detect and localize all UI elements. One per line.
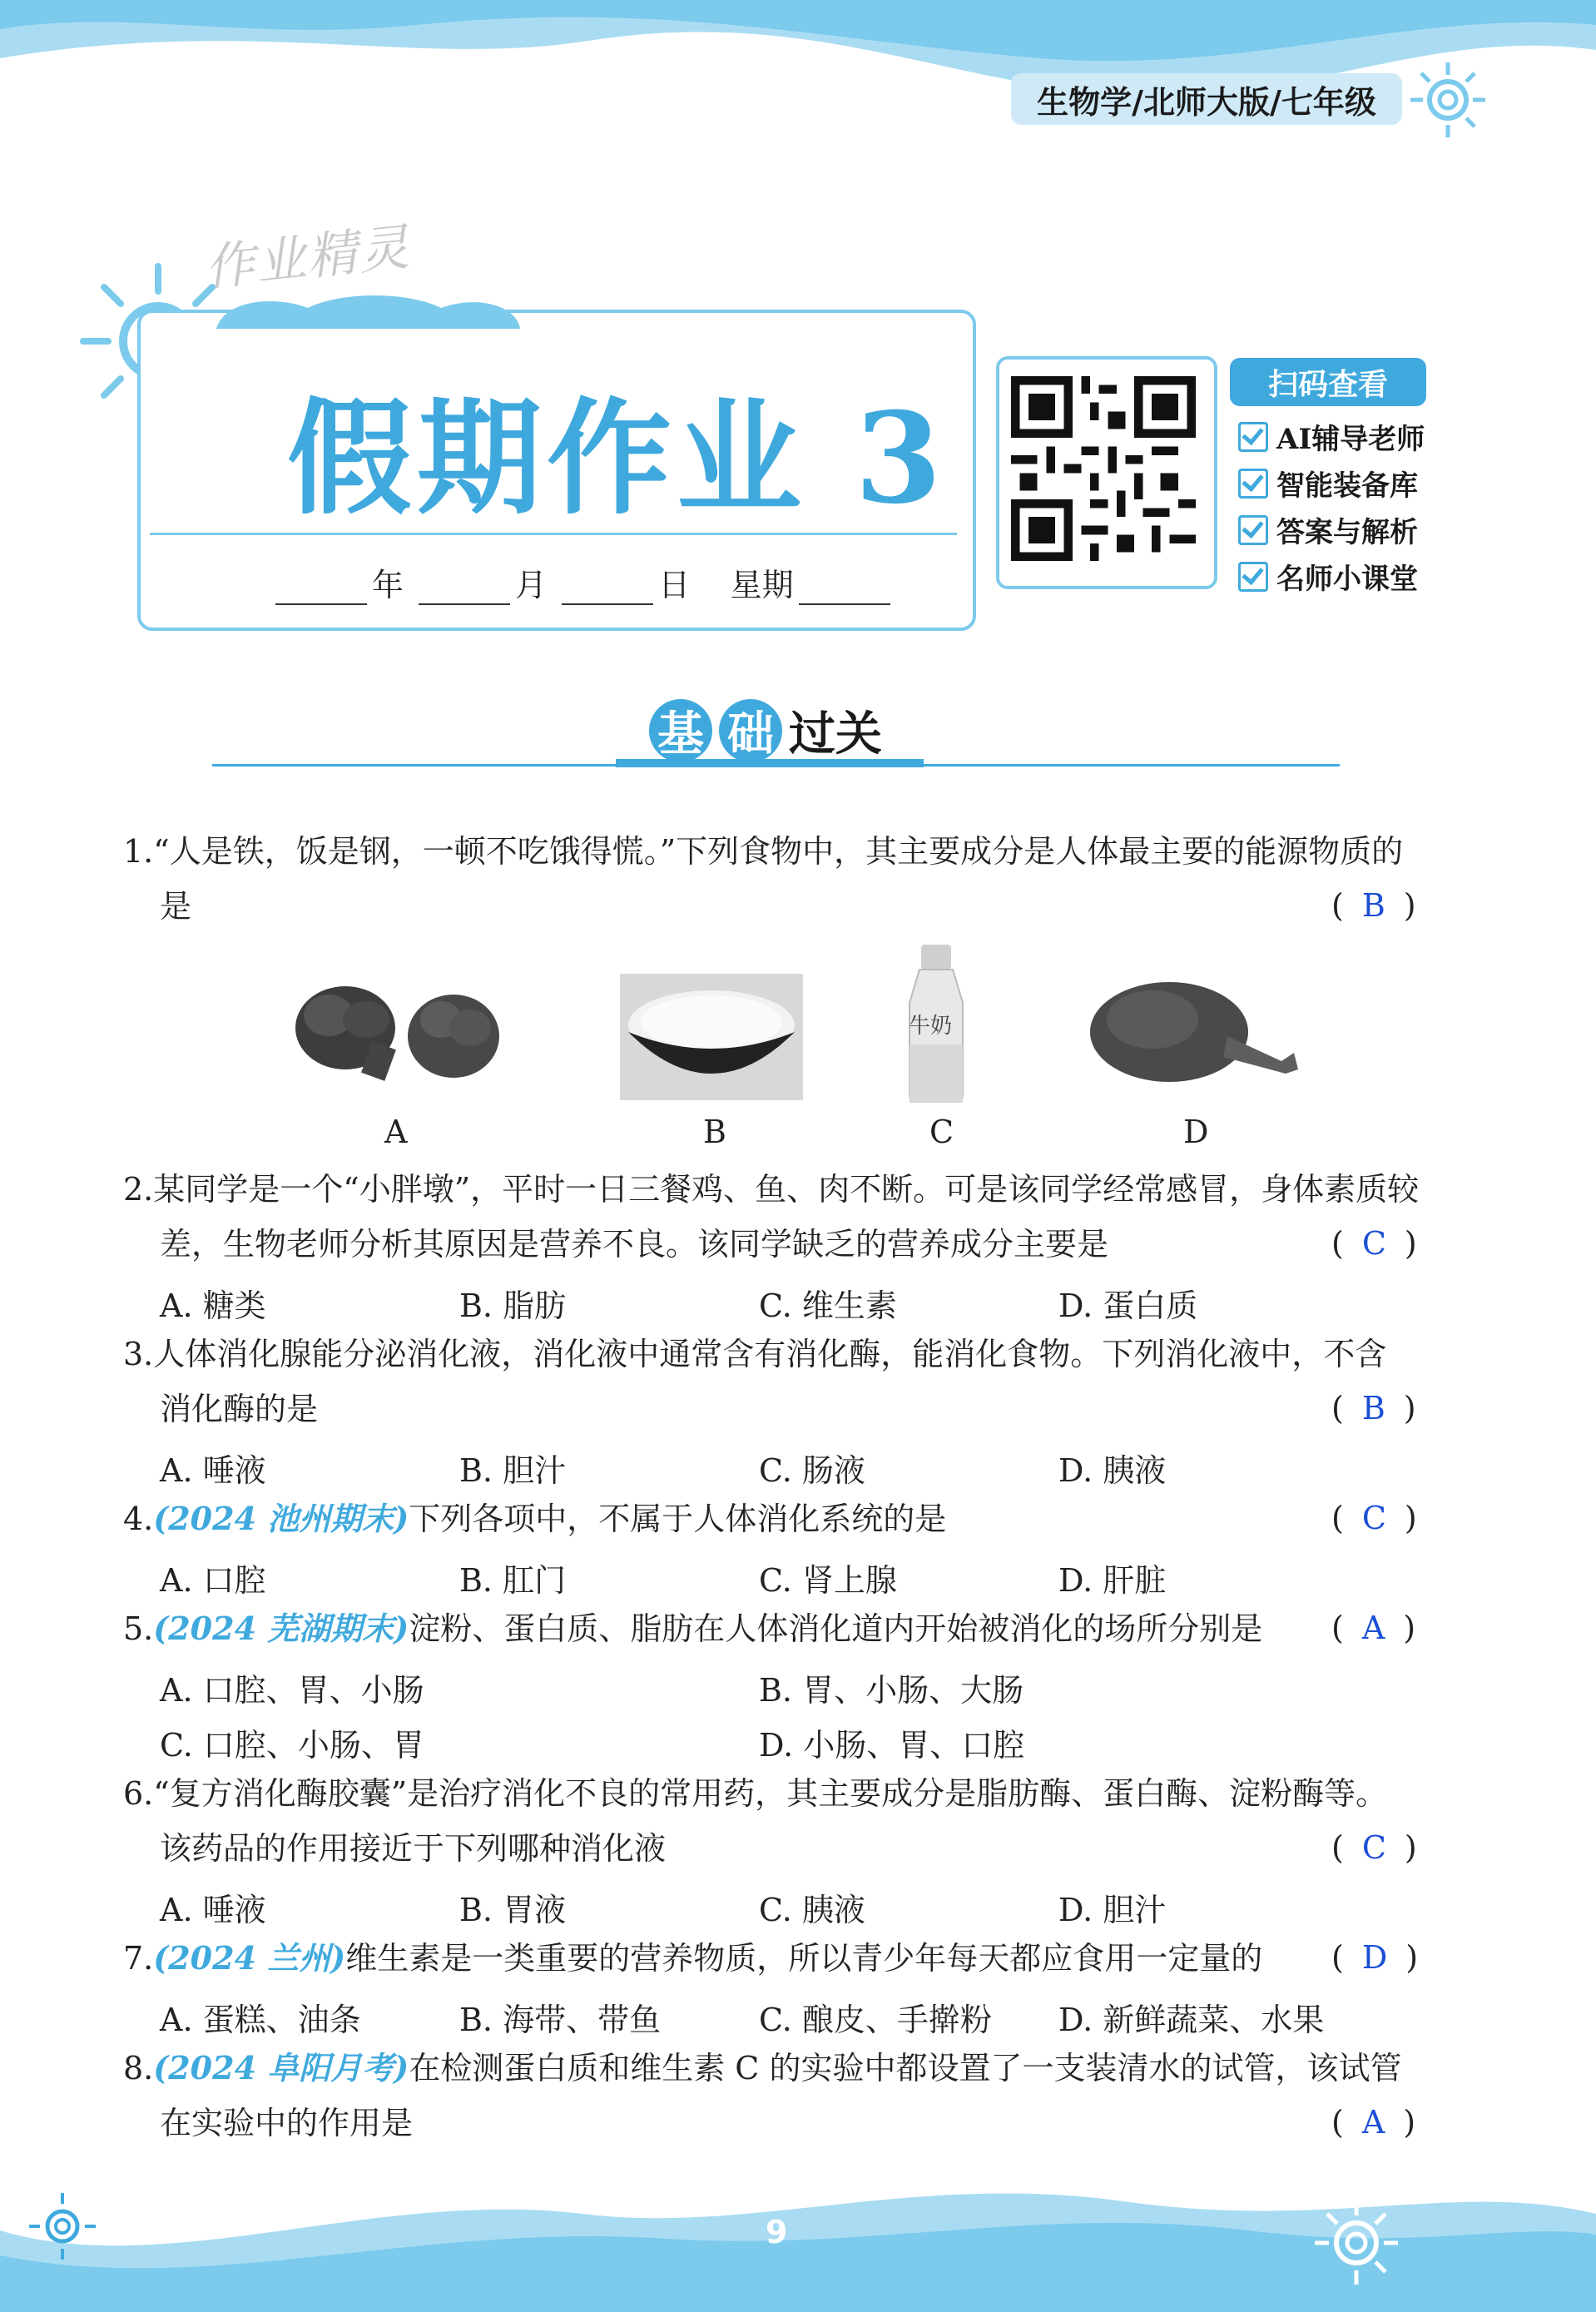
day-blank[interactable] [562, 573, 653, 605]
question-source: (2024 池州期末) [153, 1500, 409, 1537]
question-text: “复方消化酶胶囊”是治疗消化不良的常用药，其主要成分是脂肪酶、蛋白酶、淀粉酶等。 [153, 1775, 1388, 1812]
question-text: 维生素是一类重要的营养物质，所以青少年每天都应食用一定量的 [345, 1940, 1263, 1977]
question-source: (2024 阜阳月考) [153, 2049, 409, 2086]
option-b[interactable]: B. 肛门 [459, 1562, 567, 1599]
answer-bracket: ( B ) [1331, 887, 1416, 924]
feature-ai-tutor[interactable] [1238, 416, 1425, 457]
bottle-label: 牛奶 [909, 1014, 953, 1039]
answer-bracket: ( A ) [1331, 1610, 1416, 1646]
feature-answers[interactable] [1238, 509, 1418, 550]
section-heading [649, 697, 882, 764]
question-text: 该药品的作用接近于下列哪种消化液 [160, 1830, 667, 1867]
option-c[interactable]: C. 胰液 [759, 1892, 865, 1928]
year-blank[interactable] [275, 573, 367, 605]
answer-value: A [1361, 2104, 1385, 2141]
answer-value: C [1361, 1225, 1386, 1262]
option-a[interactable]: A. 唾液 [160, 1452, 266, 1489]
question-text: “人是铁，饭是钢，一顿不吃饿得慌。”下列食物中，其主要成分是人体最主要的能源物质的 [153, 833, 1404, 870]
option-d[interactable]: D. 新鲜蔬菜、水果 [1058, 2002, 1325, 2038]
answer-value: B [1361, 887, 1385, 924]
page-number: 9 [766, 2214, 788, 2250]
question-number: 2. [123, 1171, 154, 1208]
scan-panel-title[interactable] [1230, 358, 1426, 406]
question-number: 6. [123, 1775, 154, 1812]
month-label: 月 [515, 567, 548, 603]
image-label: C [929, 1114, 954, 1150]
year-label: 年 [372, 567, 404, 603]
question-source: (2024 芜湖期末) [153, 1610, 409, 1647]
question-text: 消化酶的是 [160, 1391, 319, 1427]
question-number: 7. [123, 1940, 154, 1977]
option-b[interactable]: B. 胃液 [459, 1892, 567, 1928]
feature-mini-class[interactable] [1238, 556, 1418, 597]
answer-bracket: ( C ) [1331, 1225, 1417, 1262]
option-a[interactable]: A. 口腔、胃、小肠 [160, 1672, 424, 1709]
answer-value: C [1361, 1829, 1386, 1866]
option-c[interactable]: C. 酿皮、手擀粉 [759, 2002, 992, 2038]
question-number: 1. [123, 833, 154, 870]
section-circle-char: 础 [719, 699, 782, 762]
checkbox-icon [1238, 469, 1268, 499]
answer-bracket: ( A ) [1331, 2104, 1416, 2141]
feature-label: 名师小课堂 [1276, 563, 1418, 596]
answer-bracket: ( C ) [1331, 1829, 1417, 1866]
subject-tag: 生物学/北师大版/七年级 [1011, 73, 1402, 125]
week-label: 星期 [730, 567, 794, 603]
scan-panel-title-text: 扫码查看 [1267, 366, 1388, 402]
answer-bracket: ( C ) [1331, 1500, 1417, 1536]
checkbox-icon [1238, 422, 1268, 452]
question-text: 是 [160, 888, 192, 925]
divider [150, 533, 957, 535]
image-label: B [703, 1114, 726, 1150]
checkbox-icon [1238, 562, 1268, 592]
question-8 [123, 2041, 1455, 2151]
option-d[interactable]: D. 小肠、胃、口腔 [759, 1727, 1025, 1764]
cloud-decoration [208, 291, 524, 333]
option-b[interactable]: B. 海带、带鱼 [459, 2002, 662, 2038]
question-2 [123, 1162, 1438, 1272]
sun-icon [1311, 2197, 1402, 2289]
feature-label: 智能装备库 [1276, 469, 1418, 503]
option-c[interactable]: C. 维生素 [759, 1287, 897, 1324]
sun-icon [25, 2189, 100, 2264]
option-b[interactable]: B. 胆汁 [459, 1452, 567, 1489]
question-text: 在实验中的作用是 [160, 2105, 414, 2141]
question-6 [123, 1766, 1438, 1876]
option-a[interactable]: A. 糖类 [160, 1287, 266, 1324]
option-c[interactable]: C. 肠液 [759, 1452, 865, 1489]
question-1 [123, 824, 1438, 934]
question-number: 4. [123, 1501, 154, 1537]
answer-bracket: ( B ) [1331, 1390, 1416, 1426]
question-4 [123, 1491, 1438, 1546]
answer-value: C [1361, 1500, 1386, 1536]
question-text: 淀粉、蛋白质、脂肪在人体消化道内开始被消化的场所分别是 [409, 1610, 1263, 1647]
week-blank[interactable] [799, 573, 890, 605]
sun-icon [1406, 58, 1489, 141]
section-heading-rest: 过关 [789, 707, 882, 762]
question-text: 下列各项中，不属于人体消化系统的是 [409, 1501, 947, 1537]
qr-code-icon[interactable] [1011, 373, 1196, 564]
month-blank[interactable] [419, 573, 510, 605]
option-a[interactable]: A. 口腔 [160, 1562, 266, 1599]
question-text: 人体消化腺能分泌消化液，消化液中通常含有消化酶，能消化食物。下列消化液中，不含 [153, 1336, 1387, 1372]
option-b[interactable]: B. 胃、小肠、大肠 [759, 1672, 1024, 1709]
answer-value: B [1361, 1390, 1385, 1426]
checkbox-icon [1238, 515, 1268, 545]
option-d[interactable]: D. 肝脏 [1058, 1562, 1167, 1599]
image-label: D [1183, 1114, 1209, 1150]
day-label: 日 [658, 567, 691, 603]
option-b[interactable]: B. 脂肪 [459, 1287, 567, 1324]
image-label: A [384, 1114, 408, 1150]
option-c[interactable]: C. 口腔、小肠、胃 [160, 1727, 424, 1764]
question-7 [123, 1931, 1438, 1986]
feature-smart-library[interactable] [1238, 463, 1418, 504]
feature-label: 答案与解析 [1276, 516, 1418, 549]
page-title: 假期作业 3 [287, 385, 947, 532]
option-a[interactable]: A. 蛋糕、油条 [160, 2002, 361, 2038]
question-number: 5. [123, 1610, 154, 1647]
date-line [270, 559, 895, 605]
question-text: 差，生物老师分析其原因是营养不良。该同学缺乏的营养成分主要是 [160, 1226, 1109, 1263]
watermark: 作业精灵 [201, 218, 414, 298]
rice-bowl-image [620, 974, 803, 1100]
question-text: 在检测蛋白质和维生素 C 的实验中都设置了一支装清水的试管，该试管 [409, 2050, 1402, 2086]
feature-label: AI辅导老师 [1276, 423, 1425, 456]
question-number: 3. [123, 1336, 154, 1372]
chicken-leg-image [1086, 970, 1302, 1103]
answer-value: A [1361, 1610, 1385, 1646]
answer-value: D [1361, 1939, 1388, 1976]
section-circle-char: 基 [649, 699, 712, 762]
broccoli-image [287, 970, 512, 1094]
question-number: 8. [123, 2050, 154, 2086]
option-c[interactable]: C. 肾上腺 [759, 1562, 897, 1599]
question-5 [123, 1601, 1438, 1656]
option-a[interactable]: A. 唾液 [160, 1892, 266, 1928]
option-d[interactable]: D. 胆汁 [1058, 1892, 1167, 1928]
option-d[interactable]: D. 蛋白质 [1058, 1287, 1198, 1324]
question-3 [123, 1327, 1438, 1436]
question-source: (2024 兰州) [153, 1939, 346, 1977]
option-d[interactable]: D. 胰液 [1058, 1452, 1167, 1489]
question-text: 某同学是一个“小胖墩”，平时一日三餐鸡、鱼、肉不断。可是该同学经常感冒，身体素质较 [153, 1171, 1420, 1208]
answer-bracket: ( D ) [1331, 1939, 1419, 1976]
